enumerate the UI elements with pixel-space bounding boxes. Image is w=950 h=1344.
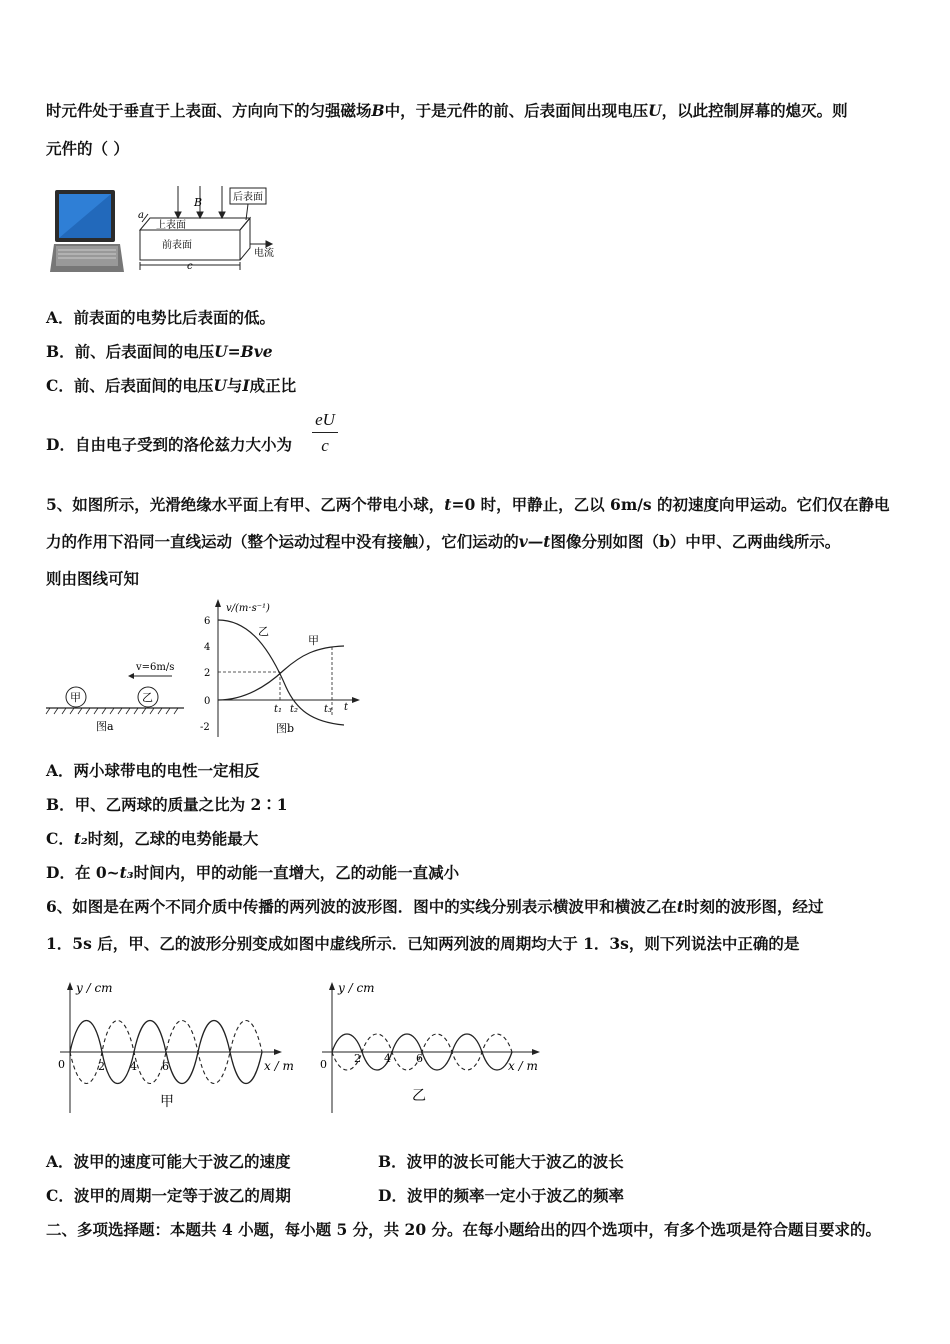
q4-stem-line2: 元件的（ ） bbox=[46, 139, 129, 158]
tick-t1: t₁ bbox=[274, 704, 283, 715]
tick-2: 2 bbox=[354, 1052, 361, 1065]
x-axis-label-t: t bbox=[344, 702, 349, 713]
q6-figure-yi bbox=[318, 978, 548, 1113]
q6-figure-jia bbox=[56, 978, 306, 1113]
y-axis-label: y / cm bbox=[338, 981, 375, 995]
fraction-numerator: eU bbox=[315, 410, 335, 429]
q5-option-c: C．t₂时刻，乙球的电势能最大 bbox=[46, 829, 259, 848]
q5-option-a: A．两小球带电的电性一定相反 bbox=[46, 761, 260, 780]
caption-yi: 乙 bbox=[412, 1088, 426, 1104]
label-curve-yi: 乙 bbox=[258, 625, 269, 638]
ball-jia: 甲 bbox=[70, 691, 81, 704]
q6-option-a: A．波甲的速度可能大于波乙的速度 bbox=[46, 1152, 291, 1171]
curve-jia bbox=[218, 646, 344, 700]
x-axis-label: x / m bbox=[508, 1059, 538, 1073]
label-curve-jia: 甲 bbox=[308, 634, 319, 647]
q6-stem-line1: 6、如图是在两个不同介质中传播的两列波的波形图．图中的实线分别表示横波甲和横波乙在t时刻的波形图，经过 bbox=[46, 897, 824, 916]
q5-option-d: D．在 0~t₃时间内，甲的动能一直增大，乙的动能一直减小 bbox=[46, 863, 460, 882]
label-a: a bbox=[138, 210, 144, 221]
q6-stem-line2: 1．5s 后，甲、乙的波形分别变成如图中虚线所示．已知两列波的周期均大于 1．3s，则下列说法中正确的是 bbox=[46, 934, 800, 953]
q6-option-d: D．波甲的频率一定小于波乙的频率 bbox=[378, 1186, 624, 1205]
q4-option-b: B．前、后表面间的电压U=Bve bbox=[46, 342, 273, 361]
tick-t3: t₃ bbox=[324, 704, 333, 715]
x-axis-label: x / m bbox=[264, 1059, 294, 1073]
label-top-surface: 上表面 bbox=[156, 220, 186, 231]
q4-stem-line1: 时元件处于垂直于上表面、方向向下的匀强磁场B中，于是元件的前、后表面间出现电压U，以此控制屏幕的熄灭。则 bbox=[46, 101, 848, 120]
laptop-icon bbox=[50, 190, 124, 272]
q4-option-c: C．前、后表面间的电压U与I成正比 bbox=[46, 376, 297, 395]
ytick-neg2: -2 bbox=[200, 722, 210, 733]
ball-yi: 乙 bbox=[142, 691, 153, 704]
q5-figure-a bbox=[44, 650, 194, 740]
section2-heading: 二、多项选择题：本题共 4 小题，每小题 5 分，共 20 分。在每小题给出的四个选项中，有多个选项是符合题目要求的。 bbox=[46, 1220, 882, 1239]
ytick-4: 4 bbox=[204, 642, 211, 653]
caption-fig-a: 图a bbox=[96, 720, 114, 733]
ytick-0: 0 bbox=[204, 696, 211, 707]
ytick-2: 2 bbox=[204, 668, 211, 679]
tick-t2: t₂ bbox=[290, 704, 299, 715]
tick-6: 6 bbox=[416, 1052, 423, 1065]
q5-stem-line2: 力的作用下沿同一直线运动（整个运动过程中没有接触），它们运动的v—t图像分别如图（b）中甲、乙两曲线所示。 bbox=[46, 532, 841, 551]
tick-2: 2 bbox=[98, 1060, 105, 1073]
fraction-denominator: c bbox=[321, 436, 329, 455]
q4-figure bbox=[50, 180, 290, 280]
label-front-surface: 前表面 bbox=[162, 240, 192, 251]
tick-6: 6 bbox=[162, 1060, 169, 1073]
speed-label: v=6m/s bbox=[136, 662, 175, 673]
label-back-surface: 后表面 bbox=[233, 192, 263, 203]
tick-0: 0 bbox=[320, 1058, 327, 1071]
ytick-6: 6 bbox=[204, 616, 211, 627]
q5-figure-b bbox=[196, 597, 366, 742]
tick-0: 0 bbox=[58, 1058, 65, 1071]
caption-fig-b: 图b bbox=[276, 722, 295, 735]
fraction-bar bbox=[312, 432, 338, 433]
caption-jia: 甲 bbox=[160, 1094, 174, 1110]
label-B: B bbox=[194, 196, 203, 209]
ground-hatch bbox=[46, 708, 178, 714]
label-c: c bbox=[187, 261, 193, 272]
q6-option-c: C．波甲的周期一定等于波乙的周期 bbox=[46, 1186, 291, 1205]
q5-option-b: B．甲、乙两球的质量之比为 2∶1 bbox=[46, 795, 288, 814]
q6-option-b: B．波甲的波长可能大于波乙的波长 bbox=[378, 1152, 624, 1171]
q5-stem-line1: 5、如图所示，光滑绝缘水平面上有甲、乙两个带电小球，t=0 时，甲静止，乙以 6m/s 的初速度向甲运动。它们仅在静电 bbox=[46, 495, 890, 514]
y-axis-label: y / cm bbox=[76, 981, 113, 995]
q5-stem-line3: 则由图线可知 bbox=[46, 569, 140, 588]
q4-option-d: D．自由电子受到的洛伦兹力大小为 bbox=[46, 435, 292, 454]
tick-4: 4 bbox=[384, 1052, 391, 1065]
y-axis-label: v/(m·s⁻¹) bbox=[226, 603, 270, 614]
q4-option-a: A．前表面的电势比后表面的低。 bbox=[46, 308, 276, 327]
label-current: 电流 bbox=[254, 248, 274, 259]
tick-4: 4 bbox=[130, 1060, 137, 1073]
